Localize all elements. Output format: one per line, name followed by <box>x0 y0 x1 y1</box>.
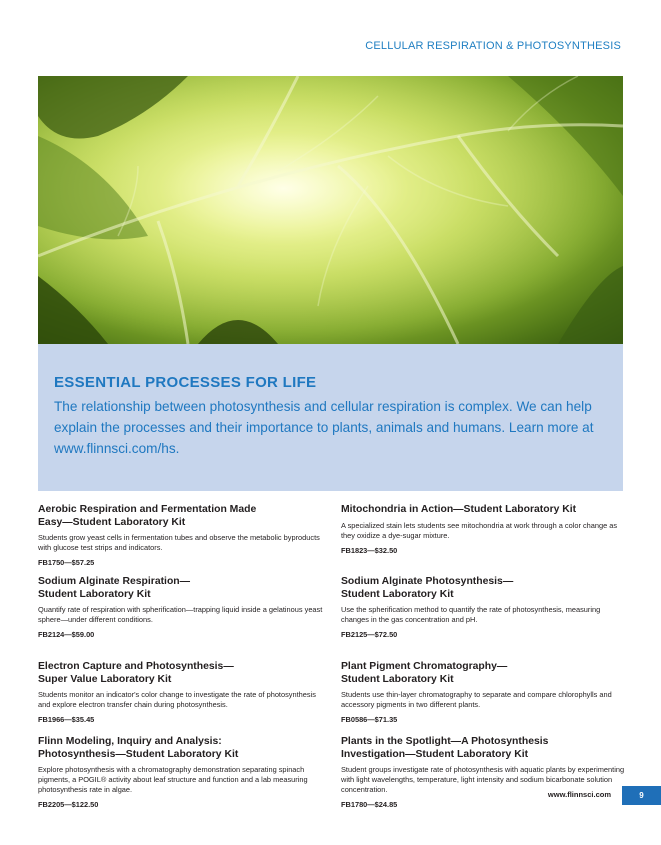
product-title: Electron Capture and Photosynthesis— Super Value Laboratory Kit <box>38 661 234 685</box>
product-code-price: FB0586—$71.35 <box>341 715 398 724</box>
banner <box>38 344 623 491</box>
product-plant-pigment-chromatography <box>341 661 627 724</box>
product-sodium-alginate-photosynthesis <box>341 576 627 639</box>
product-description: Explore photosynthesis with a chromatography demonstration separating spinach pigments, a POGIL® activity about leaf structure and function and a lab measuring photosynthesis rate in algae. <box>38 765 308 794</box>
product-description: Use the spherification method to quantify the rate of photosynthesis, measuring changes in the gas concentration and pH. <box>341 605 601 624</box>
product-title: Plant Pigment Chromatography— Student Laboratory Kit <box>341 661 508 685</box>
product-title: Aerobic Respiration and Fermentation Made Easy—Student Laboratory Kit <box>38 504 257 528</box>
product-description: Student groups investigate rate of photosynthesis with aquatic plants by experimenting with light wavelengths, temperature, light intensity and sodium bicarbonate solution concentration. <box>341 765 625 794</box>
product-code-price: FB1750—$57.25 <box>38 558 95 567</box>
product-code-price: FB2205—$122.50 <box>38 800 99 809</box>
product-description: Students use thin-layer chromatography to separate and compare chlorophylls and accessory pigments in two different plants. <box>341 690 612 709</box>
product-code-price: FB1966—$35.45 <box>38 715 95 724</box>
product-title: Sodium Alginate Photosynthesis— Student Laboratory Kit <box>341 576 514 600</box>
banner-heading: ESSENTIAL PROCESSES FOR LIFE <box>54 374 317 391</box>
product-code-price: FB1823—$32.50 <box>341 545 398 555</box>
product-code-price: FB2125—$72.50 <box>341 630 398 639</box>
product-title: Mitochondria in Action—Student Laboratory Kit <box>341 504 577 515</box>
section-title: CELLULAR RESPIRATION & PHOTOSYNTHESIS <box>365 40 621 52</box>
product-description: Students monitor an indicator's color change to investigate the rate of photosynthesis and explore electron transfer chain during photosynthesis. <box>38 690 316 709</box>
footer-url: www.flinnsci.com <box>547 790 611 799</box>
page-number-badge: 9 <box>622 786 661 805</box>
product-sodium-alginate-respiration <box>38 576 324 639</box>
leaf-photo-illustration <box>38 76 623 344</box>
banner-text: The relationship between photosynthesis and cellular respiration is complex. We can help explain the processes and their importance to plants, animals and humans. Learn more at www.flinnsci.com/hs. <box>54 399 594 456</box>
product-flinn-modeling-photosynthesis <box>38 736 324 809</box>
product-title: Flinn Modeling, Inquiry and Analysis: Photosynthesis—Student Laboratory Kit <box>38 736 239 760</box>
hero-leaf-image <box>38 76 623 344</box>
product-title: Sodium Alginate Respiration— Student Laboratory Kit <box>38 576 191 600</box>
product-code-price: FB1780—$24.85 <box>341 800 398 809</box>
product-description: A specialized stain lets students see mitochondria at work through a color change as they oxidize a dye-sugar mixture. <box>341 520 618 540</box>
product-code-price: FB2124—$59.00 <box>38 630 95 639</box>
product-mitochondria-in-action <box>341 504 627 555</box>
product-description: Quantify rate of respiration with spherification—trapping liquid inside a gelatinous yeast sphere—under different conditions. <box>38 605 323 624</box>
product-description: Students grow yeast cells in fermentation tubes and observe the metabolic byproducts with glucose test strips and indicators. <box>38 533 320 552</box>
product-title: Plants in the Spotlight—A Photosynthesis Investigation—Student Laboratory Kit <box>341 736 549 760</box>
product-aerobic-respiration <box>38 504 324 567</box>
product-electron-capture <box>38 661 324 724</box>
